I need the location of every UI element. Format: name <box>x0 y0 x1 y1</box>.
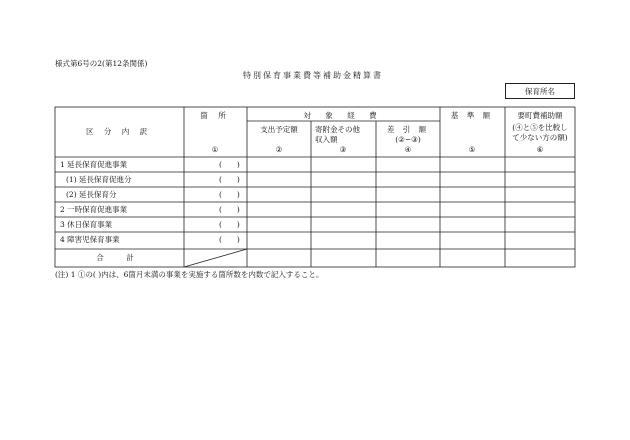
header-planned-num: ② <box>275 145 283 154</box>
header-donation-num: ③ <box>339 145 347 154</box>
row-label: 3 休日保育事業 <box>60 220 113 229</box>
header-eligible: 対 象 経 費 <box>303 111 383 120</box>
row-paren: ( ) <box>219 160 240 169</box>
header-sites-num: ① <box>211 145 219 154</box>
header-sites: 箇 所 <box>200 111 230 120</box>
header-required-note1: (④と⑤を比較し <box>512 123 568 132</box>
row-label: (2) 延長保育分 <box>66 190 117 199</box>
row-paren: ( ) <box>219 205 240 214</box>
form-id: 様式第6号の2(第12条関係) <box>55 59 148 68</box>
header-net-formula: (②−③) <box>395 135 421 144</box>
document-title: 特別保育事業費等補助金精算書 <box>243 71 383 80</box>
header-planned: 支出予定額 <box>260 125 298 134</box>
header-standard-num: ⑤ <box>468 145 476 154</box>
row-label: 1 延長保育促進事業 <box>60 160 128 169</box>
row-label: 2 一時保育促進事業 <box>60 205 128 214</box>
facility-name-label: 保育所名 <box>525 86 555 96</box>
header-donation-line2: 収入額 <box>315 135 338 144</box>
header-net-num: ④ <box>404 145 412 154</box>
total-label: 合 計 <box>96 253 144 262</box>
header-required: 要町費補助額 <box>517 111 563 120</box>
row-paren: ( ) <box>219 220 240 229</box>
header-donation-line1: 寄附金その他 <box>315 125 360 134</box>
row-paren: ( ) <box>219 190 240 199</box>
row-paren: ( ) <box>219 175 240 184</box>
row-label: (1) 延長保育促進分 <box>66 175 132 184</box>
header-required-note2: て少ない方の額) <box>512 133 568 142</box>
row-paren: ( ) <box>219 235 240 244</box>
row-label: 4 障害児保育事業 <box>60 235 120 244</box>
header-required-num: ⑥ <box>536 145 544 154</box>
header-standard: 基 準 額 <box>450 111 494 120</box>
footnote: (注) 1 ①の( )内は、6箇月未満の事業を実施する箇所数を内数で記入すること。 <box>55 270 324 279</box>
header-net: 差 引 額 <box>386 125 430 134</box>
header-category: 区 分 内 訳 <box>86 127 152 136</box>
